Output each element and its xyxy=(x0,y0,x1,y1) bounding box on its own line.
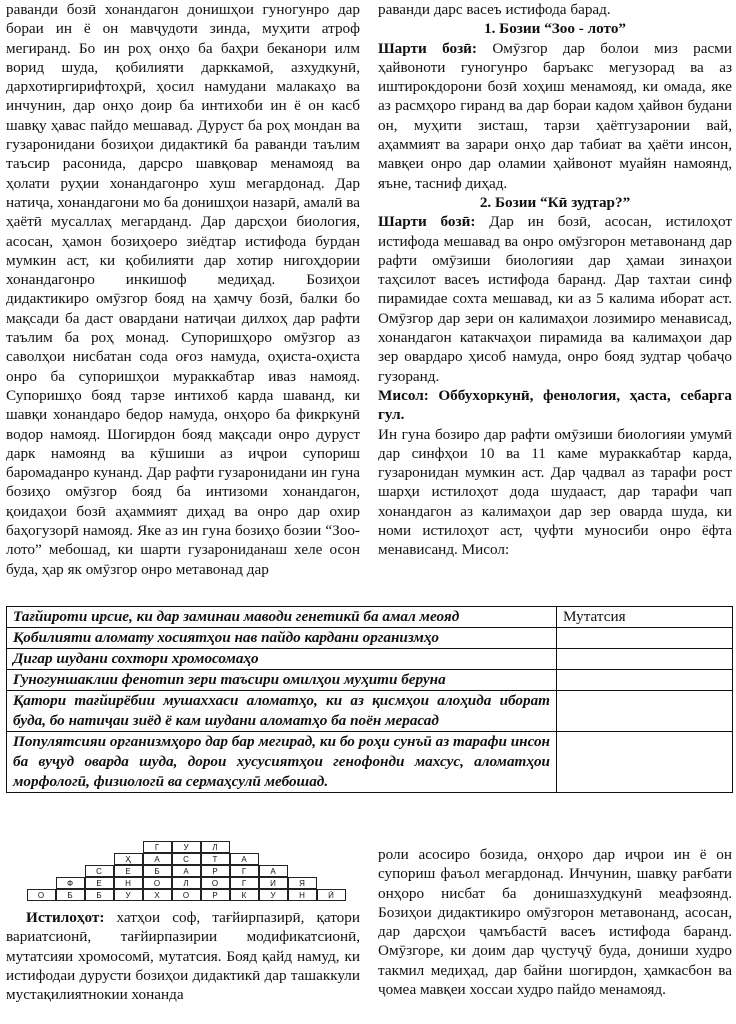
table-row xyxy=(7,691,733,732)
term-definition: Қобилияти аломату хосиятҳои нав пайдо кардани организмҳо xyxy=(7,628,557,649)
pyramid-cell: Я xyxy=(288,877,317,889)
pyramid-cell: Г xyxy=(230,877,259,889)
pyramid-cell: О xyxy=(143,877,172,889)
conclusion-paragraph: роли асосиро бозида, онҳоро дар иҷрои ин ё он супориш фаъол мегардонад. Инчунин, шавқу рағбати онҳоро нисбат ба донишазхудкунӣ меафзоянд. Бозиҳои дидактикиро омӯзгорон метавонанд, асосан, дар дарсҳои ҷамъбастӣ васеъ истифода баранд. Омӯзгоре, ки доим дар ҷустуҷӯ буда, дониши худро такмил медиҳад, дар байни шогирдон, ҳамкасбон ва ҷомеа мавқеи хоссаи худро пайдо менамояд. xyxy=(378,846,732,999)
pyramid-cell: Ҳ xyxy=(114,853,143,865)
pyramid-cell: Р xyxy=(201,865,230,877)
table-row xyxy=(7,649,733,670)
terms-paragraph xyxy=(6,908,360,1004)
pyramid-cell: Е xyxy=(114,865,143,877)
right-column xyxy=(378,0,732,560)
table-row xyxy=(7,670,733,691)
left-column-paragraph: раванди бозӣ хонандагон донишҳои гуногунро дар бораи ин ё он мавҷудоти зинда, муҳити атроф мегиранд. Бо ин роҳ онҳо ба баҳри беканори илм ворид шуда, қобилияти дарккамоӣ, азхудкунӣ, дархотиргирифтоҳрӣ, ҳосил намудани малакаҳо ва инчунин, дар онҳо доир ба интихоби ин ё он касб шавқу ҳавас пайдо мешавад. Дуруст ба роҳ мондан ва гузаронидани бозиҳои дидактикӣ ба раванди таълим таъсир расонида, дарсро шавқовар менамояд ва ҳолати руҳии хонандагонро хуш мегардонад. Дар натиҷа, хонандагони мо ба донишҳои назарӣ, амалӣ ва ҳаётӣ мусаллаҳ мегарданд. Дар дарсҳои биология, асосан, ҳамон бозиҳоеро зиёдтар истифода бурдан мумкин аст, ки қобилияти дар хотир нигоҳдории хонандагонро инкишоф медиҳад. Бозиҳои дидактикиро омӯзгор бояд на ҳамчу бозӣ, балки бо мақсади ба даст овардани натиҷаи дилхоҳ дар рафти таълим ба роҳ монад. Супоришҳоро омӯзгор аз саволҳои нисбатан сода оғоз намуда, оҳиста-оҳиста онро ба супоришҳои мураккабтар иваз намояд. Супоришҳо бояд тарзе интихоб карда шаванд, ки шавқи хонандаро бедор намуда, онҳоро ба фикркунӣ водор намояд. Шогирдон бояд мақсади онро дуруст дарк намоянд ва кӯшиши аз иҷрои супориш баромаданро кунанд. Дар рафти гузаронидани ин гуна бозиҳо омӯзгор бояд ба интизоми хонандагон, қоидаҳои бозӣ аҳаммият диҳад ва онро дар охир баҳогузорӣ намояд. Яке аз ин гуна бозиҳо бозии “Зоо-лото” мебошад, ки шарти гузарониданаш хеле осон буда, ҳар як омӯзгор онро метавонад дар xyxy=(6,1,360,578)
term-answer: Мутатсия xyxy=(557,607,733,628)
game1-rules-text: Омӯзгор дар болои миз расми ҳайвоноти гуногунро баръакс мегузорад ва аз иштирокдорони бозӣ хоҳиш менамояд, ки омада, яке аз расмҳоро гиранд ва дар бораи кадом ҳайвон будани он, муҳити зисташ, тарзи ҳаётгузаронии вай, аҳаммият ва зарари онҳо дар табиат ва ҳаёти инсон, мавқеи онро дар оламии ҳайвонот муайян намоянд, яъне, тасниф диҳад. xyxy=(378,39,732,192)
pyramid-cell: С xyxy=(85,865,114,877)
game1-heading: 1. Бозии “Зоо - лото” xyxy=(483,20,627,38)
pyramid-cell: Н xyxy=(288,889,317,901)
game2-rules xyxy=(378,212,732,386)
terms-table xyxy=(6,606,732,793)
pyramid-cell: О xyxy=(172,889,201,901)
pyramid-cell: А xyxy=(230,853,259,865)
game1-rules-label: Шарти бозӣ: xyxy=(378,39,477,57)
pyramid-cell: Т xyxy=(201,853,230,865)
pyramid-cell: У xyxy=(114,889,143,901)
pyramid-cell: И xyxy=(259,877,288,889)
term-answer xyxy=(557,732,733,793)
pyramid-cell: Ф xyxy=(56,877,85,889)
pyramid-cell: О xyxy=(201,877,230,889)
term-definition: Тағйироти ирсие, ки дар заминаи мавoди генетикӣ ба амал меояд xyxy=(7,607,557,628)
pyramid-cell: Б xyxy=(85,889,114,901)
term-definition: Гуногуншаклии фенотип зери таъсири омилҳои муҳити беруна xyxy=(7,670,557,691)
term-definition: Популятсияи организмҳоро дар бар мегирад, ки бо роҳи сунъӣ аз тарафи инсон ба вуҷуд оварда шуда, дорои хусусиятҳои генофонди махсус, аломатҳои морфологӣ, физиологӣ ва сермаҳсулӣ мебошад. xyxy=(7,732,557,793)
terms-table-body xyxy=(7,607,733,793)
term-answer xyxy=(557,649,733,670)
pyramid-cell: К xyxy=(230,889,259,901)
table-row xyxy=(7,607,733,628)
pyramid-cell: Р xyxy=(201,889,230,901)
bottom-right-text xyxy=(378,845,732,999)
term-answer xyxy=(557,670,733,691)
pyramid-cell: А xyxy=(143,853,172,865)
game1-rules xyxy=(378,39,732,193)
pyramid-cell: А xyxy=(259,865,288,877)
pyramid-cell: Е xyxy=(85,877,114,889)
pyramid-cell: Б xyxy=(56,889,85,901)
pyramid-cell: О xyxy=(27,889,56,901)
pyramid-cell: С xyxy=(172,853,201,865)
pyramid-cell: Ӣ xyxy=(317,889,346,901)
pyramid-cell: У xyxy=(259,889,288,901)
table-row xyxy=(7,732,733,793)
closing-paragraph: Ин гуна бозиро дар рафти омӯзиши биологияи умумӣ дар синфҳои 10 ва 11 каме мураккабтар карда, гузаронидан мумкин аст. Дар ҷадвал аз тарафи рост шарҳи истилоҳот дода шудааст, дар тарафи чап хонандагон аз калимаҳои дар зер оварда шуда, ки номи истилоҳот аст, ҷуфти муносиби онро ёфта менависанд. Мисол: xyxy=(378,425,732,559)
pyramid-cell: Б xyxy=(143,865,172,877)
pyramid-cell: Г xyxy=(230,865,259,877)
pyramid-cell: Н xyxy=(114,877,143,889)
term-definition: Дигар шудани сохтори хромосомаҳо xyxy=(7,649,557,670)
pyramid-cell: А xyxy=(172,865,201,877)
term-answer xyxy=(557,691,733,732)
game2-rules-label: Шарти бозӣ: xyxy=(378,213,476,231)
pyramid-cell: Х xyxy=(143,889,172,901)
table-row xyxy=(7,628,733,649)
terms-label: Истилоҳот: xyxy=(26,909,105,926)
left-column xyxy=(6,0,360,579)
pyramid-cell: Л xyxy=(172,877,201,889)
terms-text: хатҳои соф, тағйирпазирӣ, қатори вариатсионӣ, тағйирпазирии модификатсионӣ, мутатсияи хромосомӣ, мутатсия. Бояд қайд намуд, ки истифодаи дурусти бозиҳои дидактикӣ дар ташаккули мустақилиятнокии хонанда xyxy=(6,909,360,1004)
game2-rules-text: Дар ин бозӣ, асосан, истилоҳот истифода мешавад ва онро омӯзгорон метавонанд дар рафти омӯзиши биологияи дар ҳамаи зинаҳои таҳсилот васеъ истифода баранд. Дар тахтаи синф пирамидае сохта мешавад, ки аз 5 калима иборат аст. Омӯзгор дар зери он калимаҳои лозимиро менависад, хонандагон катакчаҳои пирамида ва калимаҳои дар зер овардаро ҳисоб намуда, онро бояд зудтар ҷобаҷо гузоранд. xyxy=(378,213,732,385)
example-line: Мисол: Оббуxоркунӣ, фенология, ҳаста, себарга гул. xyxy=(378,386,732,424)
intro-line: раванди дарс васеъ истифода барад. xyxy=(378,1,611,18)
term-definition: Қатори тағйирёбии мушаххаси аломатҳо, ки аз қисмҳои алоҳида иборат буда, бо натиҷаи зиёд ё кам шудани аломатҳо ба поён мерасад xyxy=(7,691,557,732)
pyramid-cell: Л xyxy=(201,841,230,853)
word-pyramid xyxy=(6,841,366,905)
pyramid-cell: У xyxy=(172,841,201,853)
game2-heading: 2. Бозии “Кӣ зудтар?” xyxy=(479,193,631,211)
pyramid-cell: Г xyxy=(143,841,172,853)
bottom-left-text xyxy=(6,908,360,1004)
term-answer xyxy=(557,628,733,649)
